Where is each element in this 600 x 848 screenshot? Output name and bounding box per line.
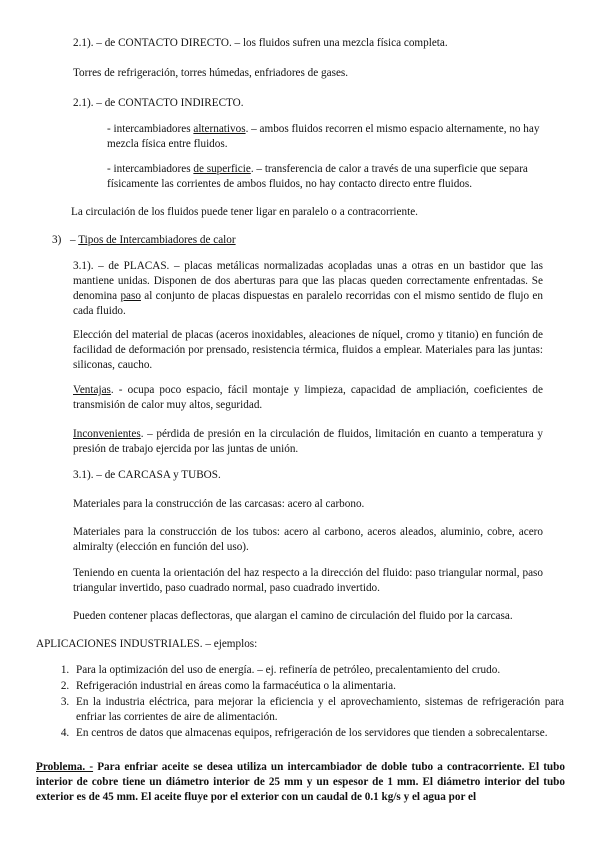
indirect-surface-item: [107, 162, 547, 192]
shell-title: CARCASA y TUBOS: [118, 469, 218, 481]
alternative-term: alternativos: [193, 123, 246, 135]
applications-list: [50, 663, 564, 742]
section-title: CONTACTO INDIRECTO.: [118, 97, 244, 109]
list-item: 2. Refrigeración industrial en áreas como la farmacéutica o la alimentaria.: [72, 679, 564, 694]
plates-advantages-paragraph: [73, 383, 543, 413]
shell-tube-heading: [73, 468, 221, 483]
section-number: 2.1). – de: [73, 97, 119, 109]
list-item: 1. Para la optimización del uso de energía. – ej. refinería de petróleo, precalentamiento del crudo.: [72, 663, 564, 678]
section-2-1-indirect-heading: [73, 96, 244, 111]
drawbacks-label: Inconvenientes: [73, 428, 141, 440]
plates-desc: . – placas metálicas normalizadas acopladas unas a otras en un bastidor que las mantiene unidas. Disponen de dos aberturas para que las placas queden correctamente enfrentadas. Se denomina: [73, 260, 543, 302]
plates-material-paragraph: Elección del material de placas (aceros inoxidables, aleaciones de níquel, cromo y titanio) en función de facilidad de deformación por prensado, resistencia térmica, fluidos a emplear. Materiales para las juntas: siliconas, caucho.: [73, 329, 543, 371]
bundle-orientation: Teniendo en cuenta la orientación del haz respecto a la dirección del fluido: paso triangular normal, paso triangular invertido, paso cuadrado normal, paso cuadrado invertido.: [73, 567, 543, 594]
circulation-note: La circulación de los fluidos puede tener ligar en paralelo o a contracorriente.: [71, 206, 418, 218]
shell-number: 3.1). – de: [73, 469, 119, 481]
plates-drawbacks-paragraph: [73, 427, 543, 457]
section-number: 2.1). – de: [73, 37, 119, 49]
paso-term: paso: [120, 290, 141, 302]
section-desc: . – los fluidos sufren una mezcla física completa.: [228, 37, 448, 49]
section-3-heading: [52, 233, 236, 248]
item-desc: . – transferencia de calor a través de una superficie que separa físicamente las corrientes de ambos fluidos, no hay contacto directo entre fluidos.: [107, 163, 528, 190]
plates-desc-end: al conjunto de placas dispuestas en paralelo recorridas con el mismo sentido de flujo en cada fluido.: [73, 290, 543, 317]
advantages-label: Ventajas: [73, 384, 111, 396]
shell-end: .: [217, 469, 221, 481]
section-dash: –: [70, 234, 79, 246]
problem-text: Para enfriar aceite se desea utiliza un intercambiador de doble tubo a contracorriente. El tubo interior de cobre tiene un diámetro interior de 25 mm y un espesor de 1 mm. El diámetro interior del tubo exterior es de 45 mm. El aceite fluye por el exterior con un caudal de 0.1 kg/s y el agua por el: [36, 761, 565, 803]
indirect-alternative-item: [107, 122, 547, 152]
plates-title: PLACAS: [123, 260, 167, 272]
item-prefix: - intercambiadores: [107, 123, 194, 135]
baffles-note: Pueden contener placas deflectoras, que alargan el camino de circulación del fluido por la carcasa.: [73, 610, 513, 622]
tube-materials: Materiales para la construcción de los tubos: acero al carbono, aceros aleados, aluminio, cobre, acero almiralty (elección en función del uso).: [73, 526, 543, 553]
plates-heading-paragraph: [73, 259, 543, 319]
applications-heading: APLICACIONES INDUSTRIALES. – ejemplos:: [36, 638, 258, 650]
problem-paragraph: [36, 760, 565, 805]
list-item: 4. En centros de datos que almacenas equipos, refrigeración de los servidores que tienden a sobrecalentarse.: [72, 726, 564, 741]
item-desc: . – ambos fluidos recorren el mismo espacio alternamente, no hay mezcla física entre fluidos.: [107, 123, 540, 150]
surface-term: de superficie: [193, 163, 251, 175]
shell-materials: Materiales para la construcción de las carcasas: acero al carbono.: [73, 498, 365, 510]
drawbacks-text: . – pérdida de presión en la circulación de fluidos, limitación en cuanto a temperatura y presión de trabajo ejercida por las juntas de unión.: [73, 428, 543, 455]
section-number: 3): [52, 234, 62, 246]
direct-examples: Torres de refrigeración, torres húmedas, enfriadores de gases.: [73, 67, 349, 79]
item-prefix: - intercambiadores: [107, 163, 194, 175]
section-title: Tipos de Intercambiadores de calor: [78, 234, 236, 246]
advantages-text: . - ocupa poco espacio, fácil montaje y limpieza, capacidad de ampliación, coeficientes de transmisión de calor muy altos, seguridad.: [73, 384, 543, 411]
section-title: CONTACTO DIRECTO: [118, 37, 229, 49]
problem-label: Problema. -: [36, 761, 94, 773]
section-2-1-direct-heading: [73, 36, 448, 51]
list-item: 3. En la industria eléctrica, para mejorar la eficiencia y el aprovechamiento, sistemas de refrigeración para enfriar las corrientes de aire de alimentación.: [72, 695, 564, 725]
plates-number: 3.1). – de: [73, 260, 124, 272]
